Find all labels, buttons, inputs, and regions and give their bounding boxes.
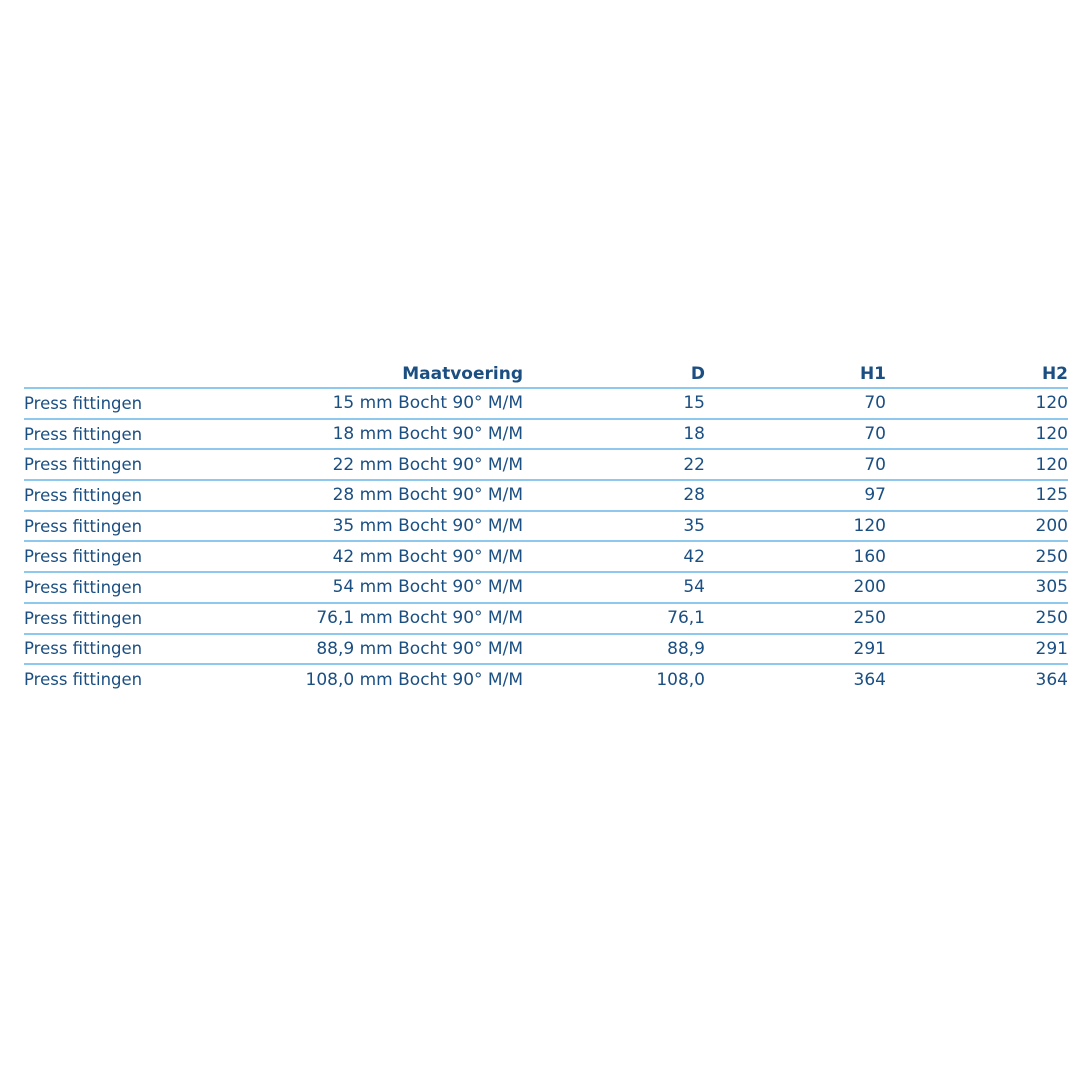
cell-category: Press fittingen	[24, 449, 174, 480]
header-h2: H2	[886, 356, 1068, 388]
cell-h1: 70	[705, 449, 886, 480]
cell-h1: 160	[705, 541, 886, 572]
cell-d: 54	[523, 572, 705, 603]
cell-d: 35	[523, 511, 705, 542]
cell-h2: 200	[886, 511, 1068, 542]
cell-h2: 120	[886, 449, 1068, 480]
cell-category: Press fittingen	[24, 572, 174, 603]
cell-maatvoering: 54 mm Bocht 90° M/M	[174, 572, 523, 603]
cell-category: Press fittingen	[24, 670, 143, 690]
header-category	[24, 356, 174, 388]
cell-h1: 250	[705, 603, 886, 634]
cell-maatvoering: 42 mm Bocht 90° M/M	[174, 541, 523, 572]
cell-d: 88,9	[523, 634, 705, 665]
cell-h2: 364	[1035, 669, 1068, 690]
cell-d: 18	[523, 419, 705, 450]
cell-d: 22	[523, 449, 705, 480]
table-row	[24, 572, 1068, 603]
table-row	[24, 664, 1068, 694]
cell-category: Press fittingen	[24, 480, 174, 511]
cell-maatvoering: 88,9 mm Bocht 90° M/M	[174, 634, 523, 665]
cell-h2: 125	[886, 480, 1068, 511]
cell-h2: 305	[886, 572, 1068, 603]
table-header-row	[24, 356, 1068, 388]
table-row	[24, 388, 1068, 419]
cell-h1: 364	[853, 669, 886, 690]
cell-d: 108,0	[656, 669, 705, 690]
cell-h1: 200	[705, 572, 886, 603]
cell-maatvoering: 28 mm Bocht 90° M/M	[174, 480, 523, 511]
cell-category: Press fittingen	[24, 634, 174, 665]
table-body	[24, 388, 1068, 694]
cell-h1: 120	[705, 511, 886, 542]
table-row	[24, 603, 1068, 634]
cell-d: 28	[523, 480, 705, 511]
table-row	[24, 480, 1068, 511]
spec-table	[24, 356, 1068, 694]
cell-maatvoering: 22 mm Bocht 90° M/M	[174, 449, 523, 480]
cell-maatvoering: 35 mm Bocht 90° M/M	[174, 511, 523, 542]
table-row	[24, 541, 1068, 572]
cell-category: Press fittingen	[24, 511, 174, 542]
cell-h1: 70	[705, 419, 886, 450]
cell-category: Press fittingen	[24, 603, 174, 634]
table-row	[24, 511, 1068, 542]
cell-category: Press fittingen	[24, 419, 174, 450]
header-d: D	[523, 356, 705, 388]
table-row	[24, 449, 1068, 480]
cell-h2: 120	[886, 419, 1068, 450]
cell-h2: 250	[886, 541, 1068, 572]
cell-h1: 97	[705, 480, 886, 511]
cell-d: 42	[523, 541, 705, 572]
table-row	[24, 419, 1068, 450]
cell-maatvoering: 108,0 mm Bocht 90° M/M	[305, 669, 523, 690]
cell-d: 15	[523, 388, 705, 419]
cell-maatvoering: 76,1 mm Bocht 90° M/M	[174, 603, 523, 634]
table-row	[24, 634, 1068, 665]
cell-d: 76,1	[523, 603, 705, 634]
cell-h1: 70	[705, 388, 886, 419]
cell-h2: 250	[886, 603, 1068, 634]
cell-category: Press fittingen	[24, 388, 174, 419]
cell-h1: 291	[705, 634, 886, 665]
cell-maatvoering: 15 mm Bocht 90° M/M	[174, 388, 523, 419]
cell-category: Press fittingen	[24, 541, 174, 572]
cell-maatvoering: 18 mm Bocht 90° M/M	[174, 419, 523, 450]
cell-h2: 120	[886, 388, 1068, 419]
cell-h2: 291	[886, 634, 1068, 665]
header-maatvoering: Maatvoering	[174, 356, 523, 388]
header-h1: H1	[705, 356, 886, 388]
